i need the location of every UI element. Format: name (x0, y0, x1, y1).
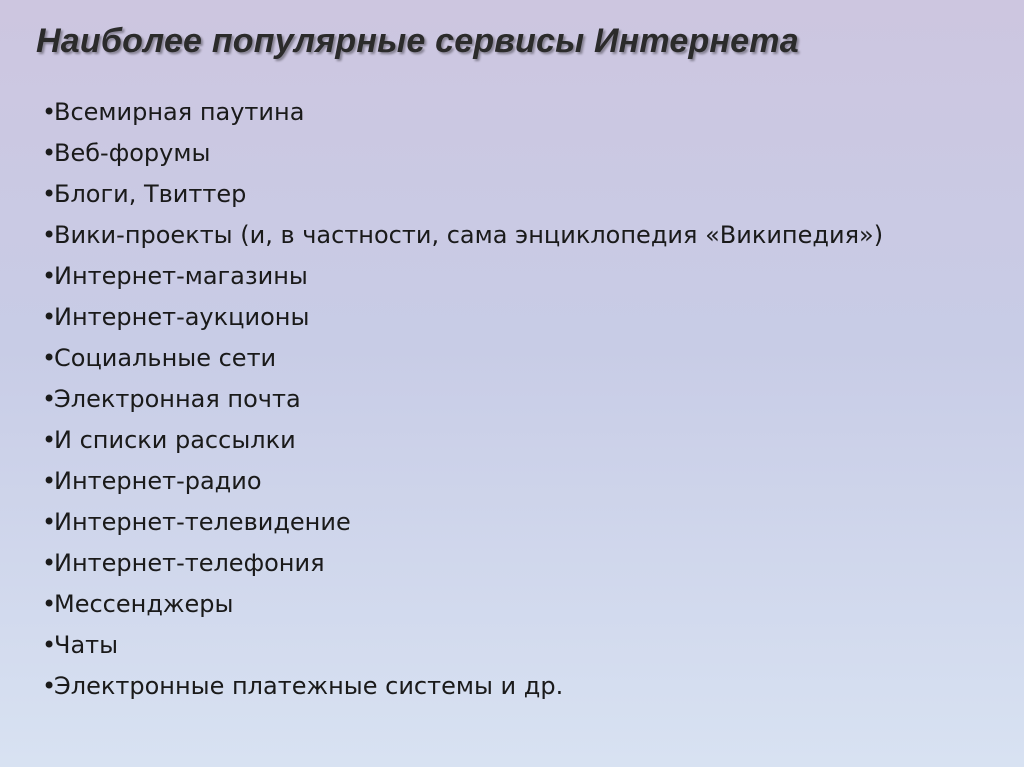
bullet-marker: • (42, 139, 57, 167)
list-item-text: Электронные платежные системы и др. (54, 672, 564, 700)
bullet-marker: • (42, 262, 57, 290)
list-item (42, 174, 883, 215)
list-item-text: Интернет-радио (54, 467, 262, 495)
list-item (42, 543, 883, 584)
bullet-marker: • (42, 426, 57, 454)
bullet-marker: • (42, 385, 57, 413)
list-item (42, 338, 883, 379)
list-item-text: Электронная почта (54, 385, 301, 413)
list-item (42, 297, 883, 338)
list-item (42, 215, 883, 256)
list-item-text: Интернет-телевидение (54, 508, 351, 536)
list-item (42, 92, 883, 133)
bullet-marker: • (42, 180, 57, 208)
bullet-marker: • (42, 590, 57, 618)
bullet-marker: • (42, 98, 57, 126)
list-item-text: Мессенджеры (54, 590, 234, 618)
list-item (42, 584, 883, 625)
list-item (42, 625, 883, 666)
list-item (42, 461, 883, 502)
slide-title: Наиболее популярные сервисы Интернета (36, 22, 799, 60)
bullet-marker: • (42, 508, 57, 536)
list-item (42, 256, 883, 297)
bullet-list (42, 92, 883, 707)
bullet-marker: • (42, 467, 57, 495)
list-item-text: Всемирная паутина (54, 98, 305, 126)
list-item (42, 379, 883, 420)
bullet-marker: • (42, 221, 57, 249)
list-item-text: Интернет-аукционы (54, 303, 310, 331)
bullet-marker: • (42, 672, 57, 700)
list-item (42, 420, 883, 461)
bullet-marker: • (42, 303, 57, 331)
list-item (42, 502, 883, 543)
list-item-text: Чаты (54, 631, 119, 659)
list-item-text: Интернет-магазины (54, 262, 308, 290)
list-item-text: Социальные сети (54, 344, 277, 372)
bullet-marker: • (42, 631, 57, 659)
list-item-text: Веб-форумы (54, 139, 211, 167)
bullet-marker: • (42, 549, 57, 577)
list-item-text: И списки рассылки (54, 426, 296, 454)
list-item-text: Интернет-телефония (54, 549, 325, 577)
list-item-text: Блоги, Твиттер (54, 180, 247, 208)
list-item (42, 666, 883, 707)
list-item (42, 133, 883, 174)
bullet-marker: • (42, 344, 57, 372)
list-item-text: Вики-проекты (и, в частности, сама энциклопедия «Википедия») (54, 221, 884, 249)
